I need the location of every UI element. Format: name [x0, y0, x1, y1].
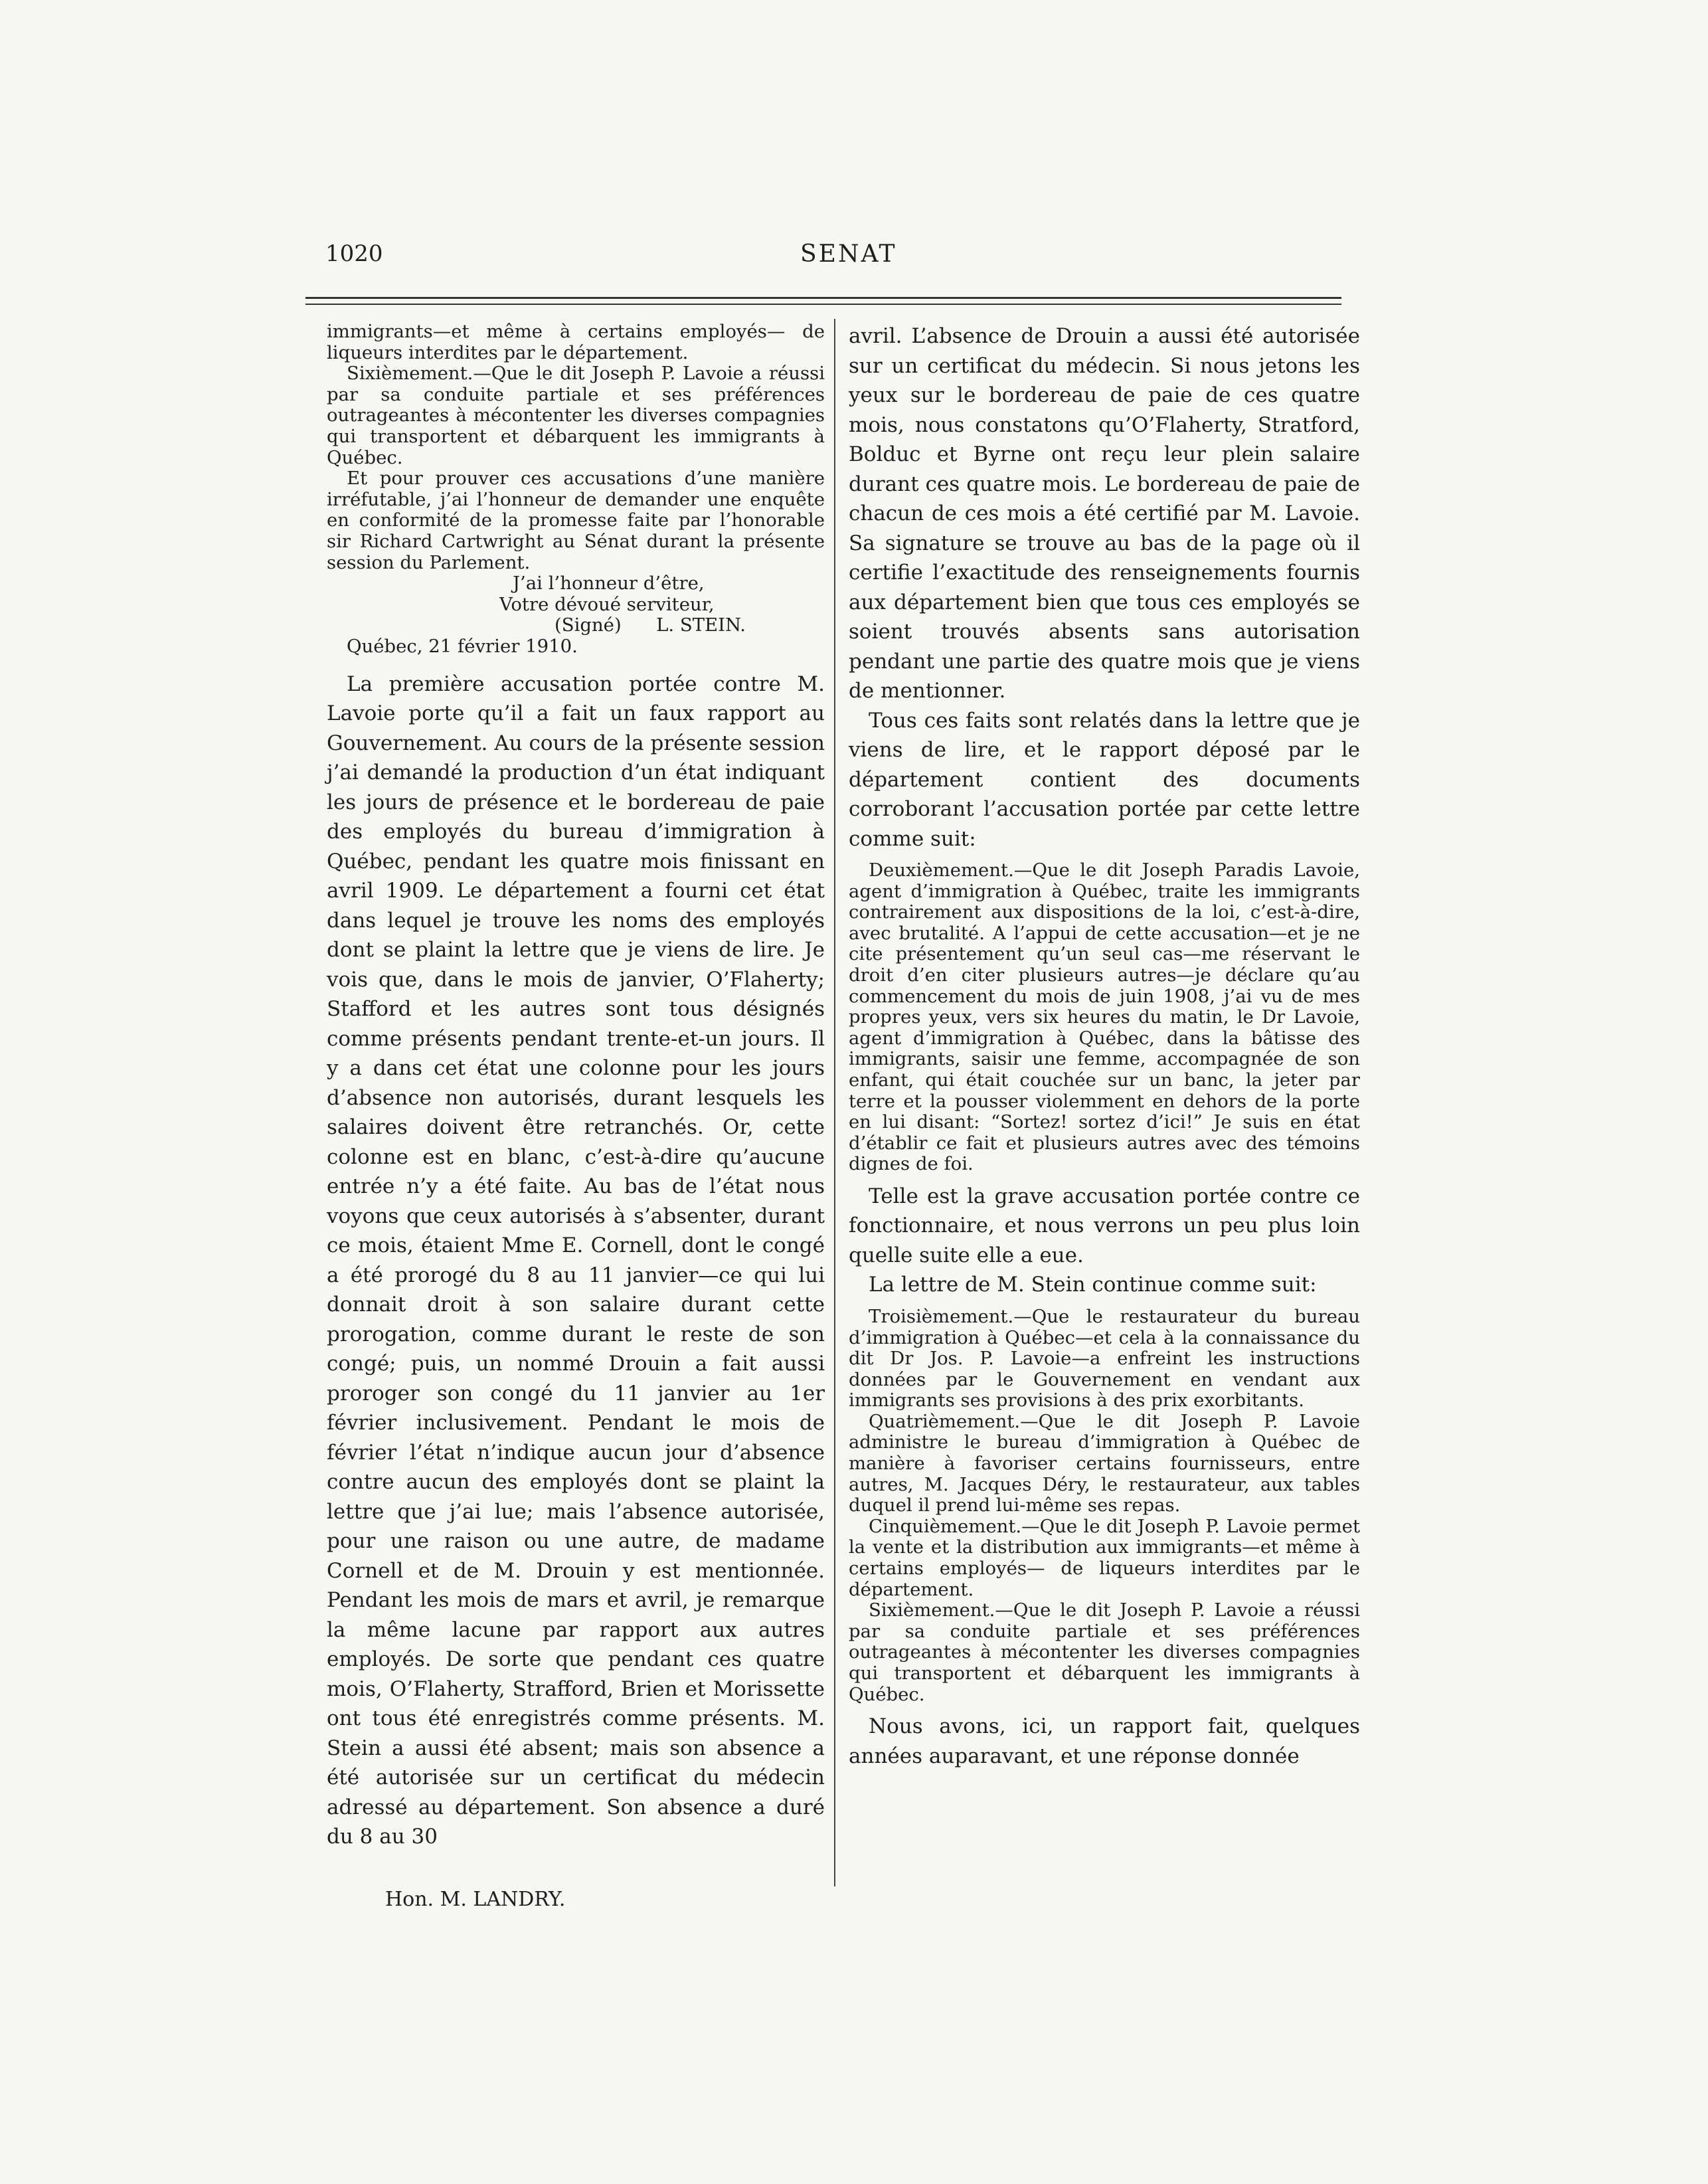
- letter-dateline: Québec, 21 février 1910.: [347, 635, 578, 657]
- left-column: [327, 321, 825, 1852]
- running-head: SENAT: [800, 240, 897, 268]
- header-rule-top: [305, 297, 1341, 299]
- quote-third: Troisièmement.—Que le restaurateur du bureau d’immigration à Québec—et cela à la connaissance du dit Dr Jos. P. Lavoie—a enfreint les instructions données par le Gouvernement en vendant aux immigrants ses provisions à des prix exorbitants.: [849, 1305, 1360, 1411]
- paragraph-first-accusation: La première accusation portée contre M. Lavoie porte qu’il a fait un faux rapport au Gouvernement. Au cours de la présente session j’ai demandé la production d’un état indiquant les jours de présence et le bordereau de paie des employés du bureau d’immigration à Québec, pendant les quatre mois finissant en avril 1909. Le département a fourni cet état dans lequel je trouve les noms des employés dont se plaint la lettre que je viens de lire. Je vois que, dans le mois de janvier, O’Flaherty; Stafford et les autres sont tous désignés comme présents pendant trente-et-un jours. Il y a dans cet état une colonne pour les jours d’absence non autorisés, durant lesquels les salaires doivent être retranchés. Or, cette colonne est en blanc, c’est-à-dire qu’aucune entrée n’y a été faite. Au bas de l’état nous voyons que ceux autorisés à s’absenter, durant ce mois, étaient Mme E. Cornell, dont le congé a été prorogé du 8 au 11 janvier—ce qui lui donnait droit à son salaire durant cette prorogation, comme durant le reste de son congé; puis, un nommé Drouin a fait aussi proroger son congé du 11 janvier au 1er février inclusivement. Pendant le mois de février l’état n’indique aucun jour d’absence contre aucun des employés dont se plaint la lettre que j’ai lue; mais l’absence autorisée, pour une raison ou une autre, de madame Cornell et de M. Drouin y est mentionnée. Pendant les mois de mars et avril, je remarque la même lacune par rapport aux autres employés. De sorte que pendant ces quatre mois, O’Flaherty, Strafford, Brien et Morissette ont tous été enregistrés comme présents. M. Stein a aussi été absent; mais son absence a été autorisée sur un certificat du médecin adressé au département. Son absence a duré du 8 au 30: [327, 672, 825, 1849]
- page-number: 1020: [325, 240, 383, 267]
- paragraph-report: Nous avons, ici, un rapport fait, quelques années auparavant, et une réponse donnée: [849, 1714, 1360, 1768]
- letter-request: Et pour prouver ces accusations d’une manière irréfutable, j’ai l’honneur de demander une enquête en conformité de la promesse faite par l’honorable sir Richard Cartwright au Sénat durant la présente session du Parlement.: [327, 468, 825, 573]
- paragraph-letter-continues: La lettre de M. Stein continue comme suit:: [869, 1273, 1317, 1297]
- paragraph-grave-accusation: Telle est la grave accusation portée contre ce fonctionnaire, et nous verrons un peu plus loin quelle suite elle a eue.: [849, 1184, 1360, 1267]
- letter-item-sixth: Sixièmement.—Que le dit Joseph P. Lavoie a réussi par sa conduite partiale et ses préférences outrageantes à mécontenter les diverses compagnies qui transportent et débarquent les immigrants à Québec.: [327, 363, 825, 468]
- header-rule-bottom: [305, 304, 1341, 305]
- paragraph-facts: Tous ces faits sont relatés dans la lettre que je viens de lire, et le rapport déposé par le département contient des documents corroborant l’accusation portée par cette lettre comme suit:: [849, 708, 1360, 851]
- right-column: [849, 321, 1360, 1771]
- speaker-footer: Hon. M. LANDRY.: [385, 1888, 566, 1911]
- quote-sixth: Sixièmement.—Que le dit Joseph P. Lavoie a réussi par sa conduite partiale et ses préférences outrageantes à mécontenter les diverses compagnies qui transportent et débarquent les immigrants à Québec.: [849, 1599, 1360, 1705]
- paragraph-continuation: avril. L’absence de Drouin a aussi été autorisée sur un certificat du médecin. Si nous jetons les yeux sur le bordereau de paie de ces quatre mois, nous constatons qu’O’Flaherty, Stratford, Bolduc et Byrne ont reçu leur plein salaire durant ces quatre mois. Le bordereau de paie de chacun de ces mois a été certifié par M. Lavoie. Sa signature se trouve au bas de la page où il certifie l’exactitude des renseignements fournis aux département bien que tous ces employés se soient trouvés absents sans autorisation pendant une partie des quatre mois que je viens de mentionner.: [849, 324, 1360, 703]
- quote-second: Deuxièmement.—Que le dit Joseph Paradis Lavoie, agent d’immigration à Québec, traite les immigrants contrairement aux dispositions de la loi, c’est-à-dire, avec brutalité. A l’appui de cette accusation—et je ne cite présentement qu’un seul cas—me réservant le droit d’en citer plusieurs autres—je déclare qu’au commencement du mois de juin 1908, j’ai vu de mes propres yeux, vers six heures du matin, le Dr Lavoie, agent d’immigration à Québec, dans la bâtisse des immigrants, saisir une femme, accompagnée de son enfant, qui était couchée sur un banc, la jeter par terre et la pousser violemment en dehors de la porte en lui disant: “Sortez! sortez d’ici!” Je suis en état d’établir ce fait et plusieurs autres avec des témoins dignes de foi.: [849, 860, 1360, 1175]
- letter-closing-2: Votre dévoué serviteur,: [499, 593, 715, 615]
- letter-continuation: immigrants—et même à certains employés— de liqueurs interdites par le département.: [327, 321, 825, 363]
- letter-closing-1: J’ai l’honneur d’être,: [513, 573, 705, 594]
- quote-fourth: Quatrièmement.—Que le dit Joseph P. Lavoie administre le bureau d’immigration à Québec de manière à favoriser certains fournisseurs, entre autres, M. Jacques Déry, le restaurateur, aux tables duquel il prend lui-même ses repas.: [849, 1410, 1360, 1516]
- letter-signature: (Signé) L. STEIN.: [555, 614, 746, 636]
- column-divider: [834, 319, 835, 1886]
- quote-fifth: Cinquièmement.—Que le dit Joseph P. Lavoie permet la vente et la distribution aux immigrants—et même à certains employés— de liqueurs interdites par le département.: [849, 1515, 1360, 1600]
